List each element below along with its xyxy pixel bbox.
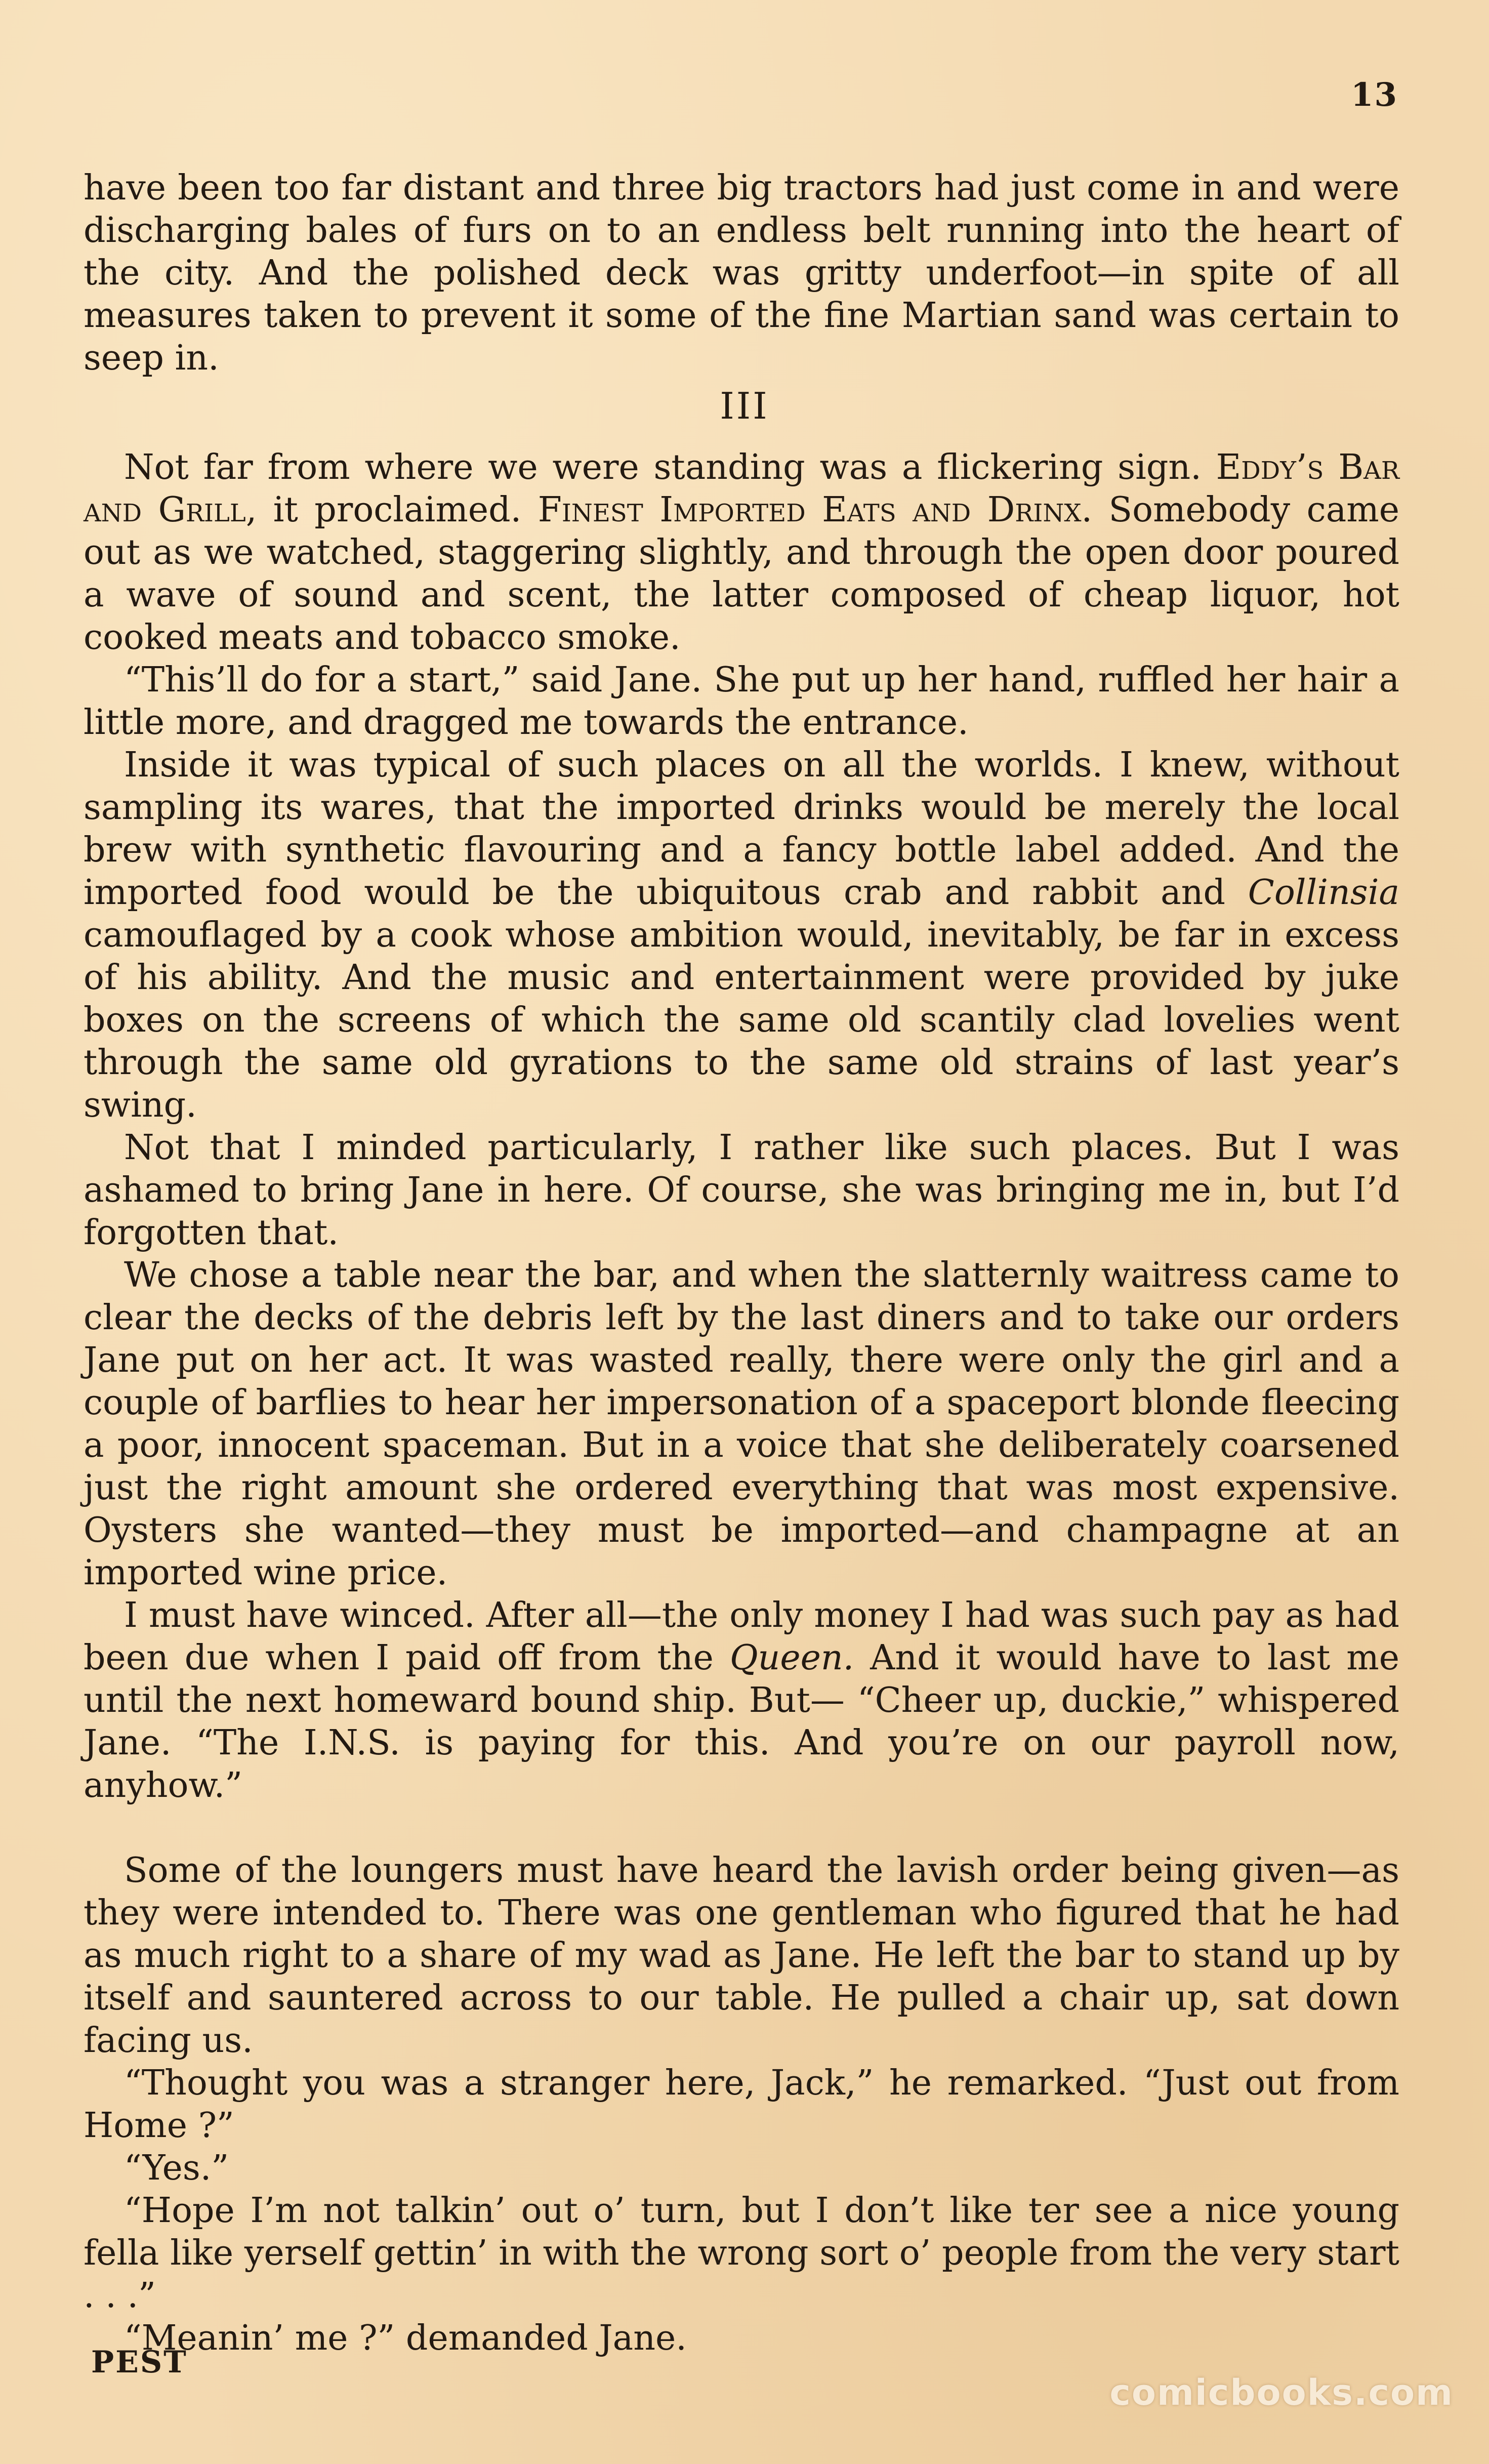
paragraph: “This’ll do for a start,” said Jane. She put up her hand, ruffled her hair a little more, and dragged me towards the entrance. xyxy=(84,660,1399,743)
paragraph: Not that I minded particularly, I rather like such places. But I was ashamed to bring Jane in here. Of course, she was bringing me in, but I’d forgotten that. xyxy=(84,1128,1399,1253)
text-run: I must have winced. After all—the only money I had was such pay as had been due when I paid off from the xyxy=(84,1595,1399,1678)
text-run: Not far from where we were standing was a flickering sign. xyxy=(124,447,1216,487)
paragraph: “Thought you was a stranger here, Jack,” he remarked. “Just out from Home ?” xyxy=(84,2063,1399,2146)
text-run: Somebody came out as we watched, staggering slightly, and through the open door poured a wave of sound and scent, the latter composed of cheap liquor, hot cooked meats and tobacco smoke. xyxy=(84,490,1399,658)
italic-text: Queen. xyxy=(729,1638,854,1678)
text-run: Inside it was typical of such places on all the worlds. I knew, without sampling its wares, that the imported drinks would be merely the local brew with synthetic flavouring and a fancy bottle label added. And the imported food would be the ubiquitous crab and rabbit and xyxy=(84,745,1399,913)
section-body xyxy=(84,446,1399,2360)
paragraph: We chose a table near the bar, and when the slatternly waitress came to clear the decks of the debris left by the last diners and to take our orders Jane put on her act. It was wasted really, there were only the girl and a couple of barflies to hear her impersonation of a spaceport blonde fleecing a poor, innocent spaceman. But in a voice that she deliberately coarsened just the right amount she ordered everything that was most expensive. Oysters she wanted—they must be imported—and champagne at an imported wine price. xyxy=(84,1255,1399,1593)
paragraph: “Yes.” xyxy=(124,2148,229,2188)
paragraph: “Hope I’m not talkin’ out o’ turn, but I don’t like ter see a nice young fella like yerself gettin’ in with the wrong sort o’ people from the very start . . .” xyxy=(84,2191,1399,2316)
text-run: camouflaged by a cook whose ambition would, inevitably, be far in excess of his ability. And the music and entertainment were provided by juke boxes on the screens of which the same old scantily clad lovelies went through the same old gyrations to the same old strains of last year’s swing. xyxy=(84,915,1399,1125)
paragraph xyxy=(84,446,1399,659)
paragraph xyxy=(84,1594,1399,1807)
text-run: it proclaimed. xyxy=(257,490,538,530)
italic-text: Collinsia xyxy=(1248,873,1399,913)
paragraph xyxy=(84,744,1399,1127)
watermark: comicbooks.com xyxy=(1109,2372,1454,2413)
running-head: PEST xyxy=(91,2345,188,2380)
sign-text: Eddy’s Bar and Grill, xyxy=(84,447,1399,530)
paragraph: Some of the loungers must have heard the lavish order being given—as they were intended to. There was one gentleman who figured that he had as much right to a share of my wad as Jane. He left the bar to stand up by itself and sauntered across to our table. He pulled a chair up, sat down facing us. xyxy=(84,1851,1399,2061)
paragraph: have been too far distant and three big tractors had just come in and were discharging bales of furs on to an endless belt running into the heart of the city. And the polished deck was gritty underfoot—in spite of all measures taken to prevent it some of the fine Martian sand was certain to seep in. xyxy=(84,168,1399,378)
page-number: 13 xyxy=(1350,76,1398,114)
paragraph: “Meanin’ me ?” demanded Jane. xyxy=(124,2318,687,2358)
sign-text: Finest Imported Eats and Drinx. xyxy=(537,490,1093,530)
continued-text-block xyxy=(84,167,1399,380)
text-run: And it would have to last me until the next homeward bound ship. But— “Cheer up, duckie,” whispered Jane. “The I.N.S. is paying for this. And you’re on our payroll now, anyhow.” xyxy=(84,1638,1400,1805)
section-heading: III xyxy=(720,385,769,427)
